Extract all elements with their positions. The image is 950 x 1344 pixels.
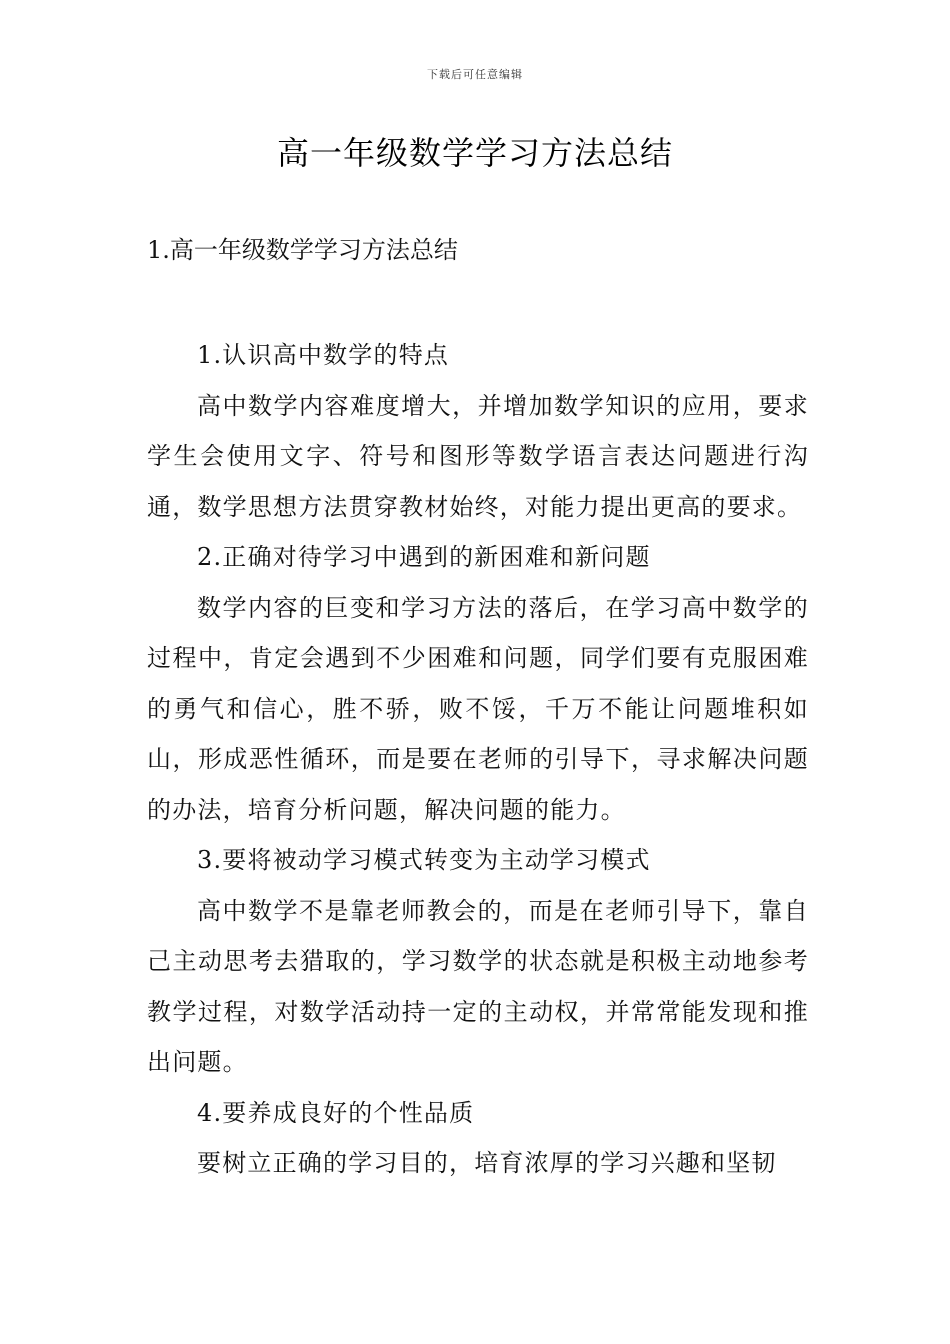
paragraph-3: 高中数学不是靠老师教会的，而是在老师引导下，靠自己主动思考去猎取的，学习数学的状态就是积极主动地参考教学过程，对数学活动持一定的主动权，并常常能发现和推出问题。: [147, 896, 809, 1076]
paragraph-2: 数学内容的巨变和学习方法的落后，在学习高中数学的过程中，肯定会遇到不少困难和问题，同学们要有克服困难的勇气和信心，胜不骄，败不馁，千万不能让问题堆积如山，形成恶性循环，而是要在老师的引导下，寻求解决问题的办法，培育分析问题，解决问题的能力。: [147, 593, 809, 824]
paragraph-1: 高中数学内容难度增大，并增加数学知识的应用，要求学生会使用文字、符号和图形等数学语言表达问题进行沟通，数学思想方法贯穿教材始终，对能力提出更高的要求。: [147, 391, 809, 521]
subheading-1: 1.认识高中数学的特点: [197, 341, 450, 369]
subheading-2: 2.正确对待学习中遇到的新困难和新问题: [197, 543, 651, 571]
document-body: [147, 330, 809, 1189]
subheading-3: 3.要将被动学习模式转变为主动学习模式: [197, 846, 651, 874]
section-heading: 1.高一年级数学学习方法总结: [147, 236, 458, 264]
header-note: 下载后可任意编辑: [427, 68, 523, 81]
paragraph-4: 要树立正确的学习目的，培育浓厚的学习兴趣和坚韧: [197, 1149, 777, 1177]
document-title: 高一年级数学学习方法总结: [276, 134, 673, 172]
subheading-4: 4.要养成良好的个性品质: [197, 1098, 475, 1127]
